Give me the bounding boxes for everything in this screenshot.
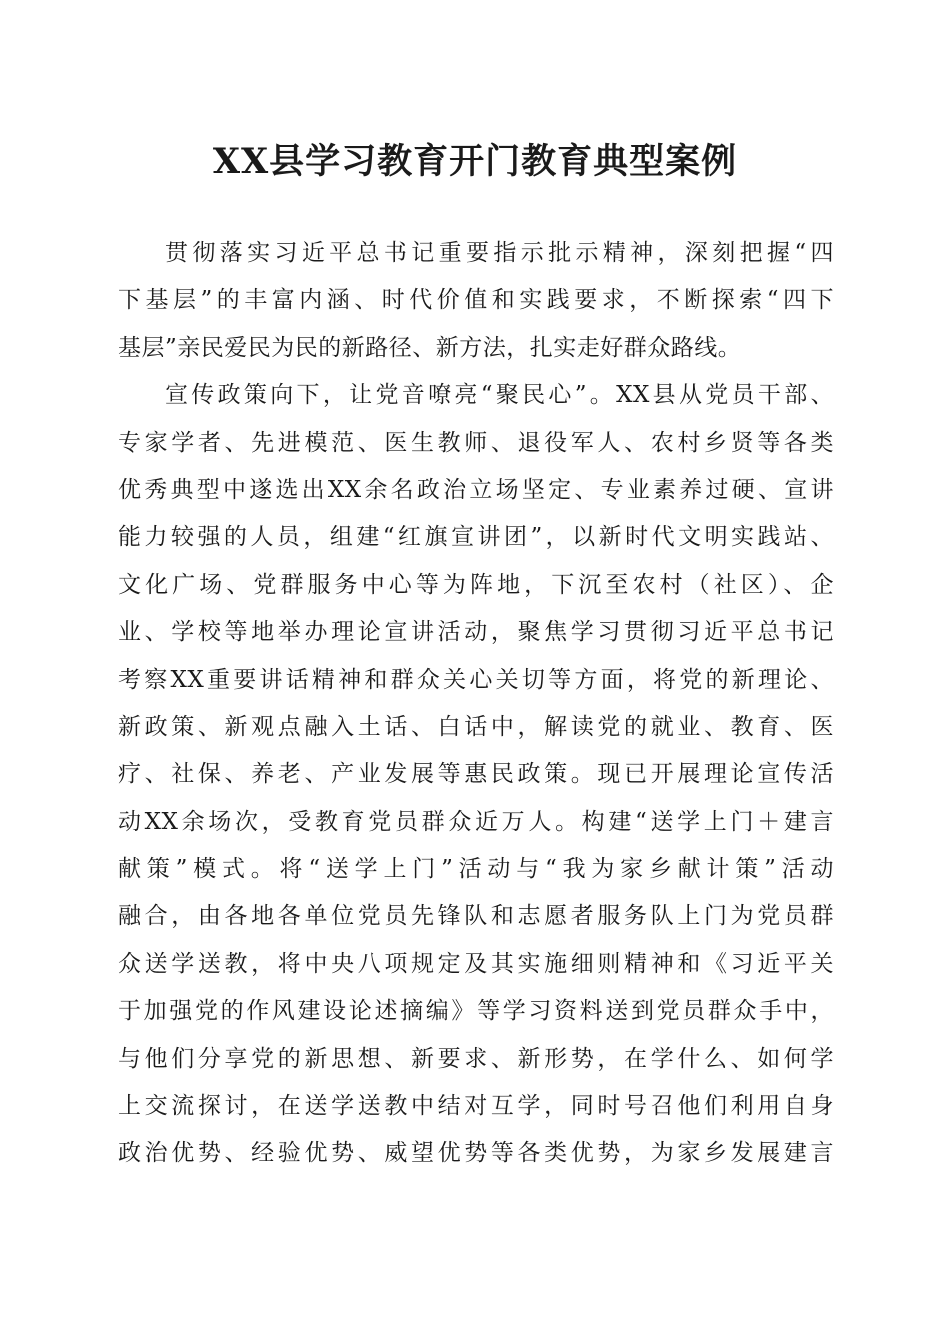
- paragraph-2-line: 优秀典型中遂选出XX余名政治立场坚定、专业素养过硬、宣讲: [118, 476, 834, 503]
- paragraph-2-line: 融合，由各地各单位党员先锋队和志愿者服务队上门为党员群: [118, 903, 834, 930]
- document-title: XX县学习教育开门教育典型案例: [212, 141, 738, 182]
- paragraph-1-line: 下基层”的丰富内涵、时代价值和实践要求，不断探索“四下: [118, 287, 834, 314]
- paragraph-2-line: 与他们分享党的新思想、新要求、新形势，在学什么、如何学: [118, 1045, 834, 1072]
- paragraph-1-line: 贯彻落实习近平总书记重要指示批示精神，深刻把握“四: [165, 240, 834, 266]
- paragraph-2-line: 政治优势、经验优势、威望优势等各类优势，为家乡发展建言: [118, 1140, 834, 1167]
- paragraph-2-line: 考察XX重要讲话精神和群众关心关切等方面，将党的新理论、: [118, 666, 834, 693]
- paragraph-2-line: 业、学校等地举办理论宣讲活动，聚焦学习贯彻习近平总书记: [118, 619, 834, 646]
- paragraph-2-line: 疗、社保、养老、产业发展等惠民政策。现已开展理论宣传活: [118, 761, 834, 788]
- paragraph-2-line: 献策”模式。将“送学上门”活动与“我为家乡献计策”活动: [118, 856, 834, 883]
- paragraph-2-line: 文化广场、党群服务中心等为阵地，下沉至农村（社区）、企: [118, 571, 834, 598]
- paragraph-2-line: 宣传政策向下，让党音嘹亮“聚民心”。XX县从党员干部、: [165, 382, 834, 409]
- paragraph-2-line: 众送学送教，将中央八项规定及其实施细则精神和《习近平关: [118, 950, 834, 977]
- paragraph-2-line: 于加强党的作风建设论述摘编》等学习资料送到党员群众手中，: [118, 998, 834, 1025]
- paragraph-2-line: 上交流探讨，在送学送教中结对互学，同时号召他们利用自身: [118, 1093, 834, 1120]
- paragraph-2-line: 新政策、新观点融入土话、白话中，解读党的就业、教育、医: [118, 713, 834, 740]
- paragraph-2-line: 动XX余场次，受教育党员群众近万人。构建“送学上门＋建言: [118, 808, 834, 835]
- document-body: [118, 230, 834, 1178]
- paragraph-2-line: 专家学者、先进模范、医生教师、退役军人、农村乡贤等各类: [118, 429, 834, 456]
- paragraph-2-line: 能力较强的人员，组建“红旗宣讲团”，以新时代文明实践站、: [118, 524, 834, 551]
- paragraph-1-line: 基层”亲民爱民为民的新路径、新方法，扎实走好群众路线。: [118, 334, 742, 361]
